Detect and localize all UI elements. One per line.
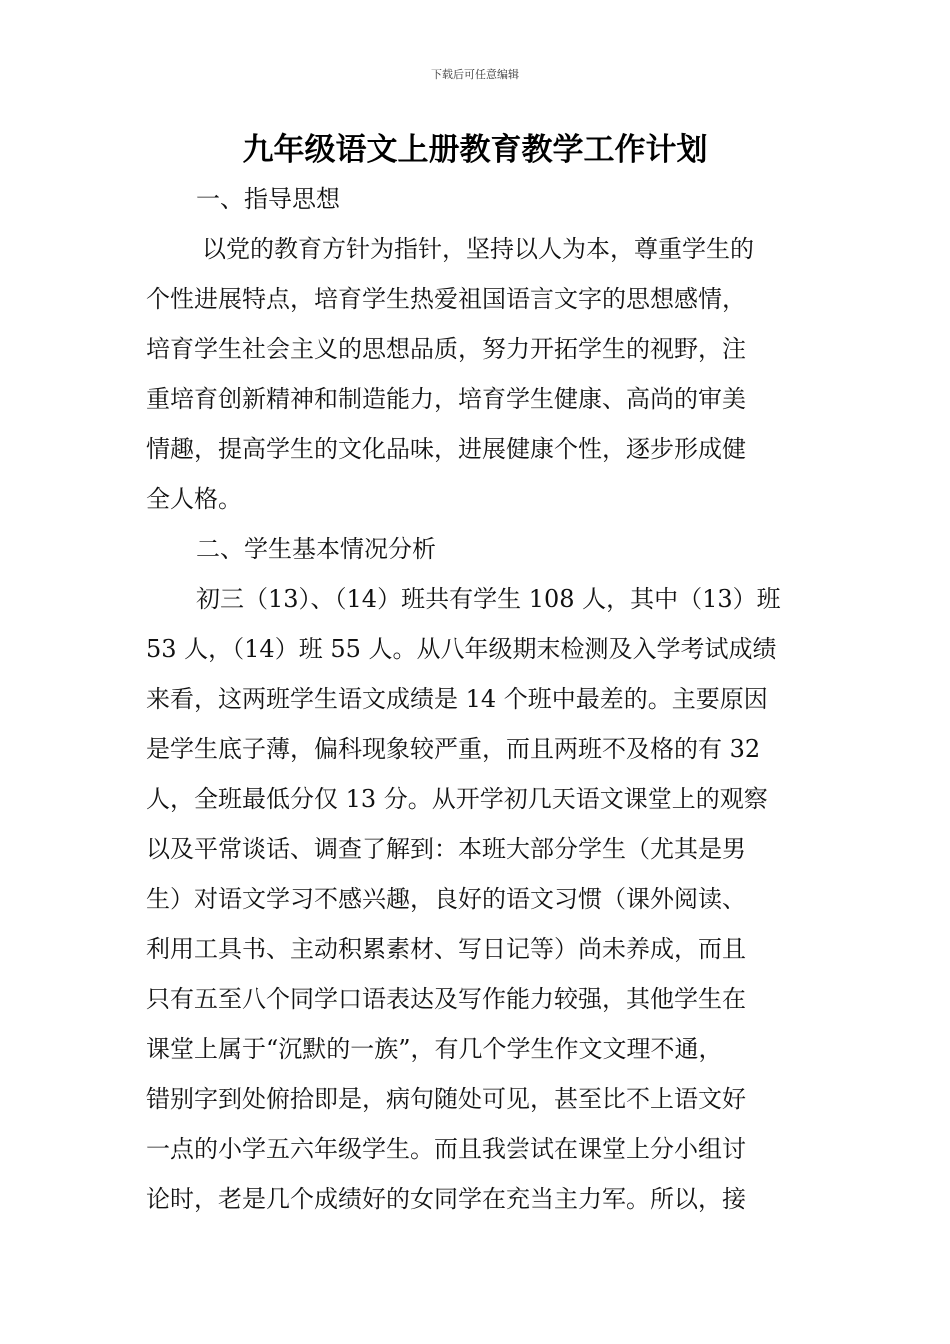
paragraph-line: 是学生底子薄，偏科现象较严重，而且两班不及格的有 32	[146, 735, 761, 763]
paragraph-line: 生）对语文学习不感兴趣，良好的语文习惯（课外阅读、	[146, 885, 746, 913]
paragraph-line: 培育学生社会主义的思想品质，努力开拓学生的视野，注	[146, 335, 746, 363]
paragraph-line: 来看，这两班学生语文成绩是 14 个班中最差的。主要原因	[146, 685, 768, 713]
paragraph-line: 以党的教育方针为指针，坚持以人为本，尊重学生的	[202, 235, 754, 263]
paragraph-line: 重培育创新精神和制造能力，培育学生健康、高尚的审美	[146, 385, 746, 413]
paragraph-line: 错别字到处俯拾即是，病句随处可见，甚至比不上语文好	[146, 1085, 746, 1113]
paragraph-line: 初三（13）、（14）班共有学生 108 人，其中（13）班	[196, 585, 781, 613]
paragraph-line: 情趣，提高学生的文化品味，进展健康个性，逐步形成健	[146, 435, 746, 463]
paragraph-line: 人，全班最低分仅 13 分。从开学初几天语文课堂上的观察	[146, 785, 768, 813]
paragraph-line: 利用工具书、主动积累素材、写日记等）尚未养成，而且	[146, 935, 746, 963]
paragraph-line: 53 人，（14）班 55 人。从八年级期末检测及入学考试成绩	[146, 635, 777, 663]
paragraph-line: 个性进展特点，培育学生热爱祖国语言文字的思想感情，	[146, 285, 746, 313]
paragraph-line: 只有五至八个同学口语表达及写作能力较强，其他学生在	[146, 985, 746, 1013]
paragraph-line: 全人格。	[146, 485, 242, 513]
section-heading-guiding-ideology: 一、指导思想	[196, 185, 340, 213]
header-note: 下载后可任意编辑	[431, 68, 519, 81]
paragraph-line: 论时，老是几个成绩好的女同学在充当主力军。所以，接	[146, 1185, 746, 1213]
paragraph-line: 一点的小学五六年级学生。而且我尝试在课堂上分小组讨	[146, 1135, 746, 1163]
paragraph-line: 课堂上属于“沉默的一族”，有几个学生作文文理不通，	[146, 1035, 723, 1063]
paragraph-line: 以及平常谈话、调查了解到：本班大部分学生（尤其是男	[146, 835, 746, 863]
section-heading-student-analysis: 二、学生基本情况分析	[196, 535, 436, 563]
document-title: 九年级语文上册教育教学工作计划	[242, 132, 708, 168]
